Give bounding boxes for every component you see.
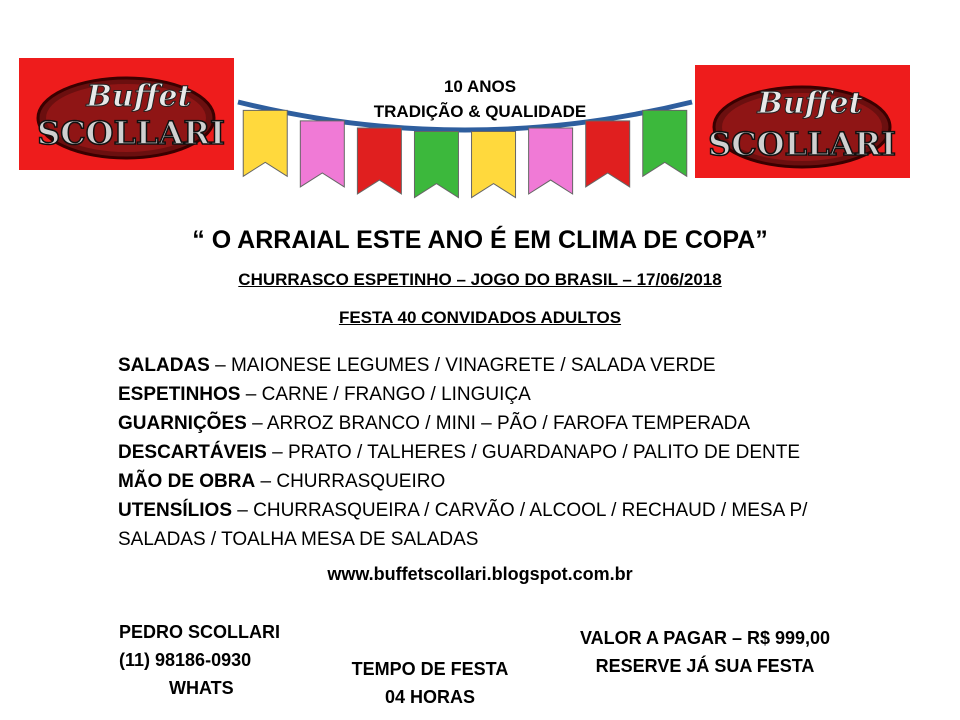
reserve-cta: RESERVE JÁ SUA FESTA bbox=[595, 656, 815, 676]
duration-value: 04 HORAS bbox=[384, 687, 476, 707]
price-value: VALOR A PAGAR – R$ 999,00 bbox=[579, 628, 831, 648]
menu-item-label: MÃO DE OBRA bbox=[118, 471, 256, 492]
menu-item-label: DESCARTÁVEIS bbox=[118, 442, 267, 463]
menu-item-label: UTENSÍLIOS bbox=[118, 500, 233, 521]
event-subtitle: CHURRASCO ESPETINHO – JOGO DO BRASIL – 17/06/2018 bbox=[238, 270, 722, 289]
logo-graphic bbox=[19, 58, 234, 170]
menu-item-saladas bbox=[118, 351, 878, 380]
price-info bbox=[540, 624, 870, 680]
menu-item-text: – PRATO / TALHERES / GUARDANAPO / PALITO DE DENTE bbox=[266, 442, 801, 463]
website-link[interactable]: www.buffetscollari.blogspot.com.br bbox=[327, 564, 633, 584]
menu-item-label: SALADAS bbox=[118, 355, 210, 376]
menu-item-text: – ARROZ BRANCO / MINI – PÃO / FAROFA TEMPERADA bbox=[246, 413, 751, 434]
buffet-scollari-logo-right bbox=[695, 65, 910, 178]
bunting-flag bbox=[586, 121, 630, 187]
anniversary-tagline bbox=[330, 74, 630, 124]
bunting-flag bbox=[300, 121, 344, 187]
party-duration bbox=[330, 655, 530, 711]
menu-list bbox=[118, 351, 878, 554]
logo-script-text: Buffet bbox=[757, 86, 863, 121]
logo-name-text: SCOLLARI bbox=[708, 125, 896, 163]
bunting-flag bbox=[472, 132, 516, 198]
anniversary-years: 10 ANOS bbox=[443, 77, 517, 96]
bunting-flag bbox=[643, 110, 687, 176]
menu-item-label: ESPETINHOS bbox=[118, 384, 241, 405]
menu-item-mao-de-obra bbox=[118, 467, 878, 496]
menu-item-text: – CHURRASQUEIRO bbox=[255, 471, 446, 492]
logo-graphic bbox=[695, 65, 910, 178]
menu-item-utensilios bbox=[118, 496, 878, 554]
bunting-flag bbox=[357, 128, 401, 194]
buffet-scollari-logo-left bbox=[19, 58, 234, 170]
duration-label: TEMPO DE FESTA bbox=[351, 659, 509, 679]
contact-phone[interactable]: (11) 98186-0930 bbox=[119, 650, 252, 670]
logo-script-text: Buffet bbox=[86, 79, 192, 114]
menu-item-descartaveis bbox=[118, 438, 878, 467]
menu-item-guarnicoes bbox=[118, 409, 878, 438]
menu-item-text: – CHURRASQUEIRA / CARVÃO / ALCOOL / RECHAUD / MESA P/ SALADAS / TOALHA MESA DE SALADAS bbox=[118, 500, 808, 550]
guest-count: FESTA 40 CONVIDADOS ADULTOS bbox=[338, 308, 622, 327]
event-title: “ O ARRAIAL ESTE ANO É EM CLIMA DE COPA” bbox=[192, 226, 768, 254]
contact-info bbox=[119, 618, 280, 702]
contact-name: PEDRO SCOLLARI bbox=[119, 622, 281, 642]
bunting-flag bbox=[243, 110, 287, 176]
menu-item-label: GUARNIÇÕES bbox=[118, 413, 247, 434]
contact-app: WHATS bbox=[169, 678, 234, 698]
logo-name-text: SCOLLARI bbox=[37, 114, 225, 152]
menu-item-espetinhos bbox=[118, 380, 878, 409]
anniversary-motto: TRADIÇÃO & QUALIDADE bbox=[373, 102, 587, 121]
bunting-flag bbox=[414, 132, 458, 198]
menu-item-text: – CARNE / FRANGO / LINGUIÇA bbox=[240, 384, 531, 405]
bunting-flag bbox=[529, 128, 573, 194]
menu-item-text: – MAIONESE LEGUMES / VINAGRETE / SALADA VERDE bbox=[209, 355, 716, 376]
